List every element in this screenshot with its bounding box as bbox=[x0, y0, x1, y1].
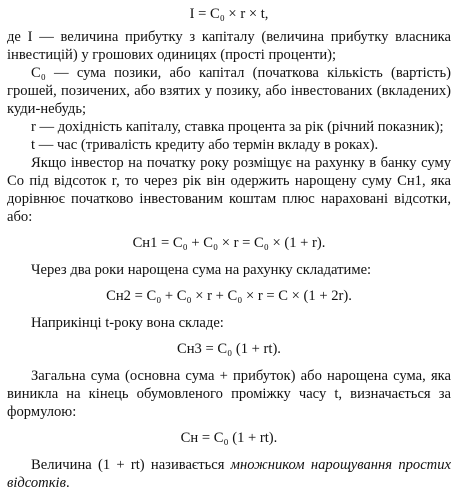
formula-simple-interest: I = C₀ × r × t, bbox=[189, 6, 269, 22]
paragraph-investor: Якщо інвестор на початку року розміщує на рахунку в банку суму Со під відсоток r, то через рік він одержить нарощену суму Сн1, яка дорівнює початково інвестованим коштам плюс нараховані відсотки, або: bbox=[7, 155, 451, 225]
paragraph-multiplier bbox=[7, 456, 451, 492]
multiplier-text: Величина (1 + rt) називається bbox=[31, 457, 231, 473]
definition-r: r — дохідність капіталу, ставка процента за рік (річний показник); bbox=[31, 119, 444, 135]
formula-accumulated-sum: Cн = C₀ (1 + rt). bbox=[180, 430, 278, 446]
paragraph-end-of-year: Наприкінці t-року вона складе: bbox=[31, 315, 224, 331]
formula-t-years: Cн3 = C₀ (1 + rt). bbox=[177, 341, 281, 357]
multiplier-term: множником нарощування простих відсотків bbox=[7, 457, 451, 491]
definition-C0: C₀ — сума позики, або капітал (початкова кількість (вартість) грошей, позичених, або взятих у позику, або інвестованих (вкладених) куди-небудь; bbox=[7, 65, 451, 117]
multiplier-period: . bbox=[65, 475, 70, 491]
paragraph-two-years: Через два роки нарощена сума на рахунку складатиме: bbox=[31, 262, 372, 278]
formula-two-years: Cн2 = C₀ + C₀ × r + C₀ × r = C × (1 + 2r). bbox=[106, 288, 352, 304]
paragraph-total-sum: Загальна сума (основна сума + прибуток) або нарощена сума, яка виникла на кінець обумовленого проміжку часу t, визначається за формулою: bbox=[7, 368, 451, 420]
definition-I: де I — величина прибутку з капіталу (величина прибутку власника інвестицій) у грошових одиницях (прості проценти); bbox=[7, 29, 451, 63]
definition-t: t — час (тривалість кредиту або термін вкладу в роках). bbox=[31, 137, 379, 153]
formula-one-year: Cн1 = C₀ + C₀ × r = C₀ × (1 + r). bbox=[132, 235, 326, 251]
